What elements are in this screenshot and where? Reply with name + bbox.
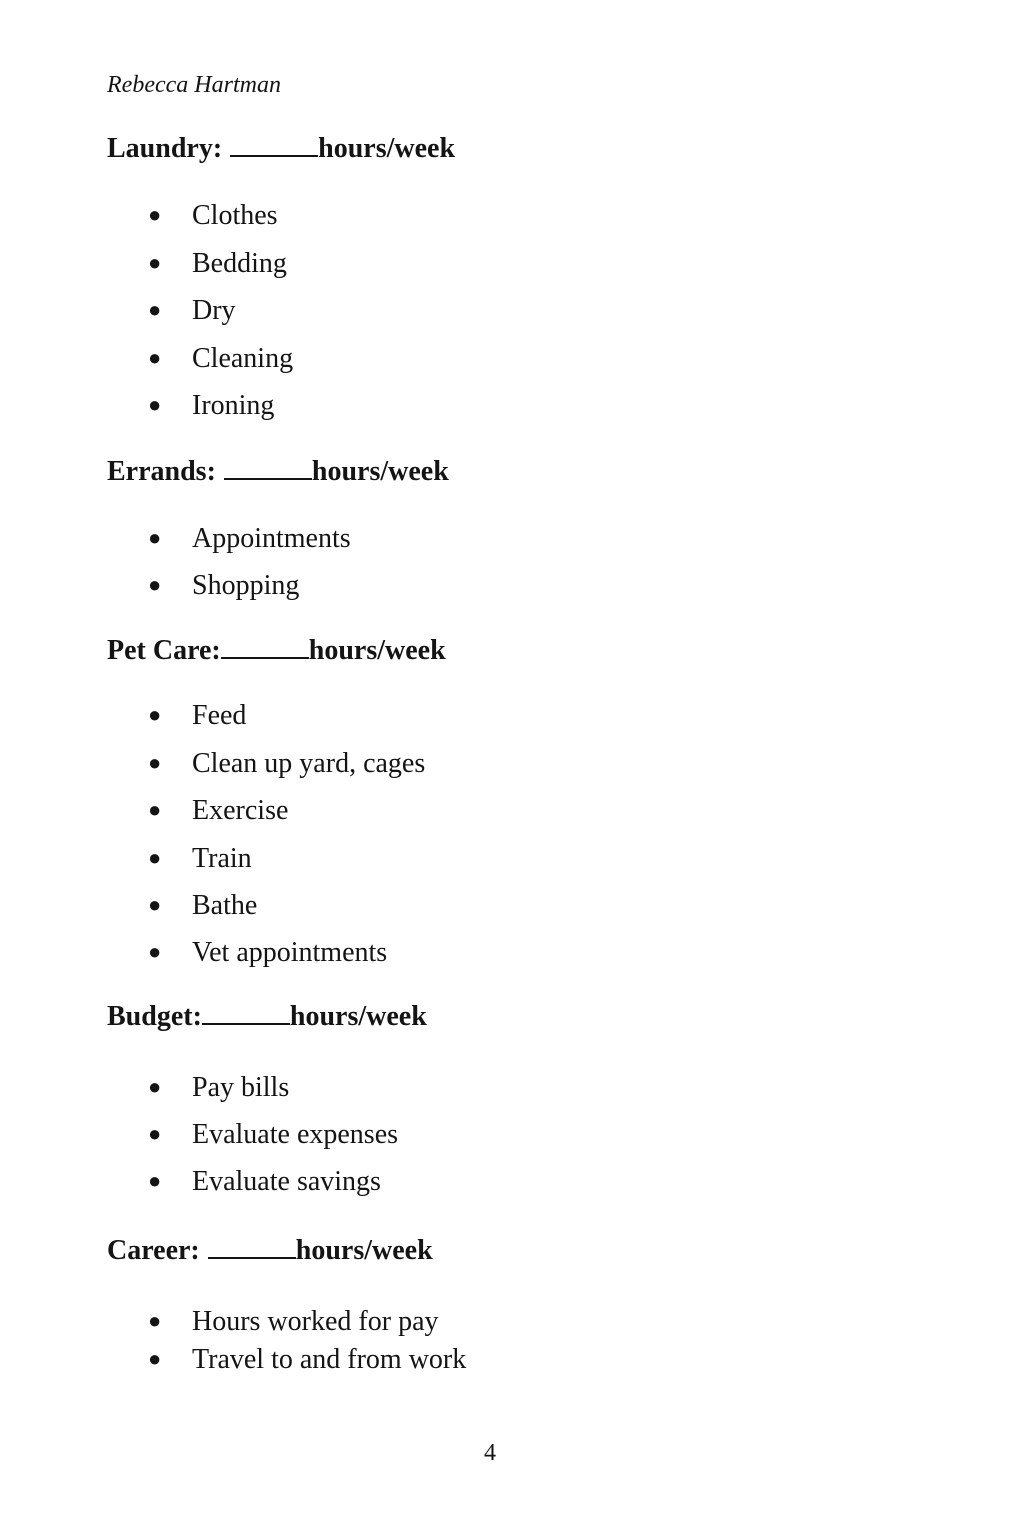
bullet-icon: ●	[148, 1308, 162, 1333]
list-item	[148, 1070, 289, 1105]
section-unit: hours/week	[295, 1235, 433, 1266]
bullet-icon: ●	[148, 939, 162, 964]
list-item	[148, 521, 351, 556]
fill-in-blank	[230, 133, 318, 157]
list-item-label: Evaluate expenses	[192, 1119, 399, 1150]
fill-in-blank	[208, 1235, 296, 1259]
list-item-label: Dry	[192, 295, 236, 326]
section-unit: hours/week	[311, 456, 449, 487]
list-item-label: Bathe	[192, 890, 258, 921]
section-title: Errands:	[107, 456, 216, 487]
bullet-icon: ●	[148, 392, 162, 417]
page-number: 4	[484, 1440, 496, 1466]
fill-in-blank	[221, 635, 309, 659]
list-item	[148, 1342, 466, 1377]
running-header-author: Rebecca Hartman	[107, 72, 281, 98]
bullet-icon: ●	[148, 797, 162, 822]
bullet-icon: ●	[148, 1074, 162, 1099]
list-item-label: Feed	[192, 700, 247, 731]
list-item	[148, 1164, 381, 1199]
list-item-label: Shopping	[192, 570, 300, 601]
list-item	[148, 341, 293, 376]
list-item	[148, 388, 274, 423]
bullet-icon: ●	[148, 525, 162, 550]
list-item	[148, 746, 425, 781]
section-heading-pet-care	[107, 634, 446, 668]
bullet-icon: ●	[148, 1168, 162, 1193]
bullet-icon: ●	[148, 750, 162, 775]
section-title: Pet Care:	[107, 635, 221, 666]
bullet-icon: ●	[148, 845, 162, 870]
fill-in-blank	[202, 1001, 290, 1025]
bullet-icon: ●	[148, 297, 162, 322]
bullet-icon: ●	[148, 1121, 162, 1146]
section-title: Career:	[107, 1235, 200, 1266]
list-item	[148, 198, 278, 233]
list-item	[148, 698, 246, 733]
section-unit: hours/week	[289, 1001, 427, 1032]
list-item	[148, 246, 287, 281]
section-heading-errands	[107, 455, 449, 489]
list-item	[148, 935, 387, 970]
list-item-label: Evaluate savings	[192, 1166, 381, 1197]
list-item-label: Train	[192, 843, 252, 874]
section-title: Budget:	[107, 1001, 202, 1032]
list-item	[148, 841, 252, 876]
bullet-icon: ●	[148, 345, 162, 370]
bullet-icon: ●	[148, 250, 162, 275]
list-item	[148, 888, 257, 923]
list-item	[148, 568, 299, 603]
list-item	[148, 1304, 439, 1339]
fill-in-blank	[224, 456, 312, 480]
list-item-label: Pay bills	[192, 1072, 290, 1103]
bullet-icon: ●	[148, 892, 162, 917]
bullet-icon: ●	[148, 572, 162, 597]
bullet-icon: ●	[148, 702, 162, 727]
list-item-label: Exercise	[192, 795, 289, 826]
list-item-label: Ironing	[192, 390, 275, 421]
list-item-label: Bedding	[192, 248, 287, 279]
list-item-label: Appointments	[192, 523, 351, 554]
list-item	[148, 1117, 398, 1152]
list-item-label: Travel to and from work	[192, 1344, 467, 1375]
list-item-label: Vet appointments	[192, 937, 388, 968]
bullet-icon: ●	[148, 202, 162, 227]
section-heading-laundry	[107, 132, 455, 166]
section-title: Laundry:	[107, 133, 223, 164]
list-item	[148, 793, 288, 828]
section-unit: hours/week	[318, 133, 456, 164]
section-unit: hours/week	[308, 635, 446, 666]
list-item-label: Clean up yard, cages	[192, 748, 426, 779]
bullet-icon: ●	[148, 1346, 162, 1371]
list-item-label: Hours worked for pay	[192, 1306, 439, 1337]
list-item-label: Clothes	[192, 200, 278, 231]
section-heading-career	[107, 1234, 433, 1268]
list-item-label: Cleaning	[192, 343, 294, 374]
section-heading-budget	[107, 1000, 427, 1034]
list-item	[148, 293, 236, 328]
